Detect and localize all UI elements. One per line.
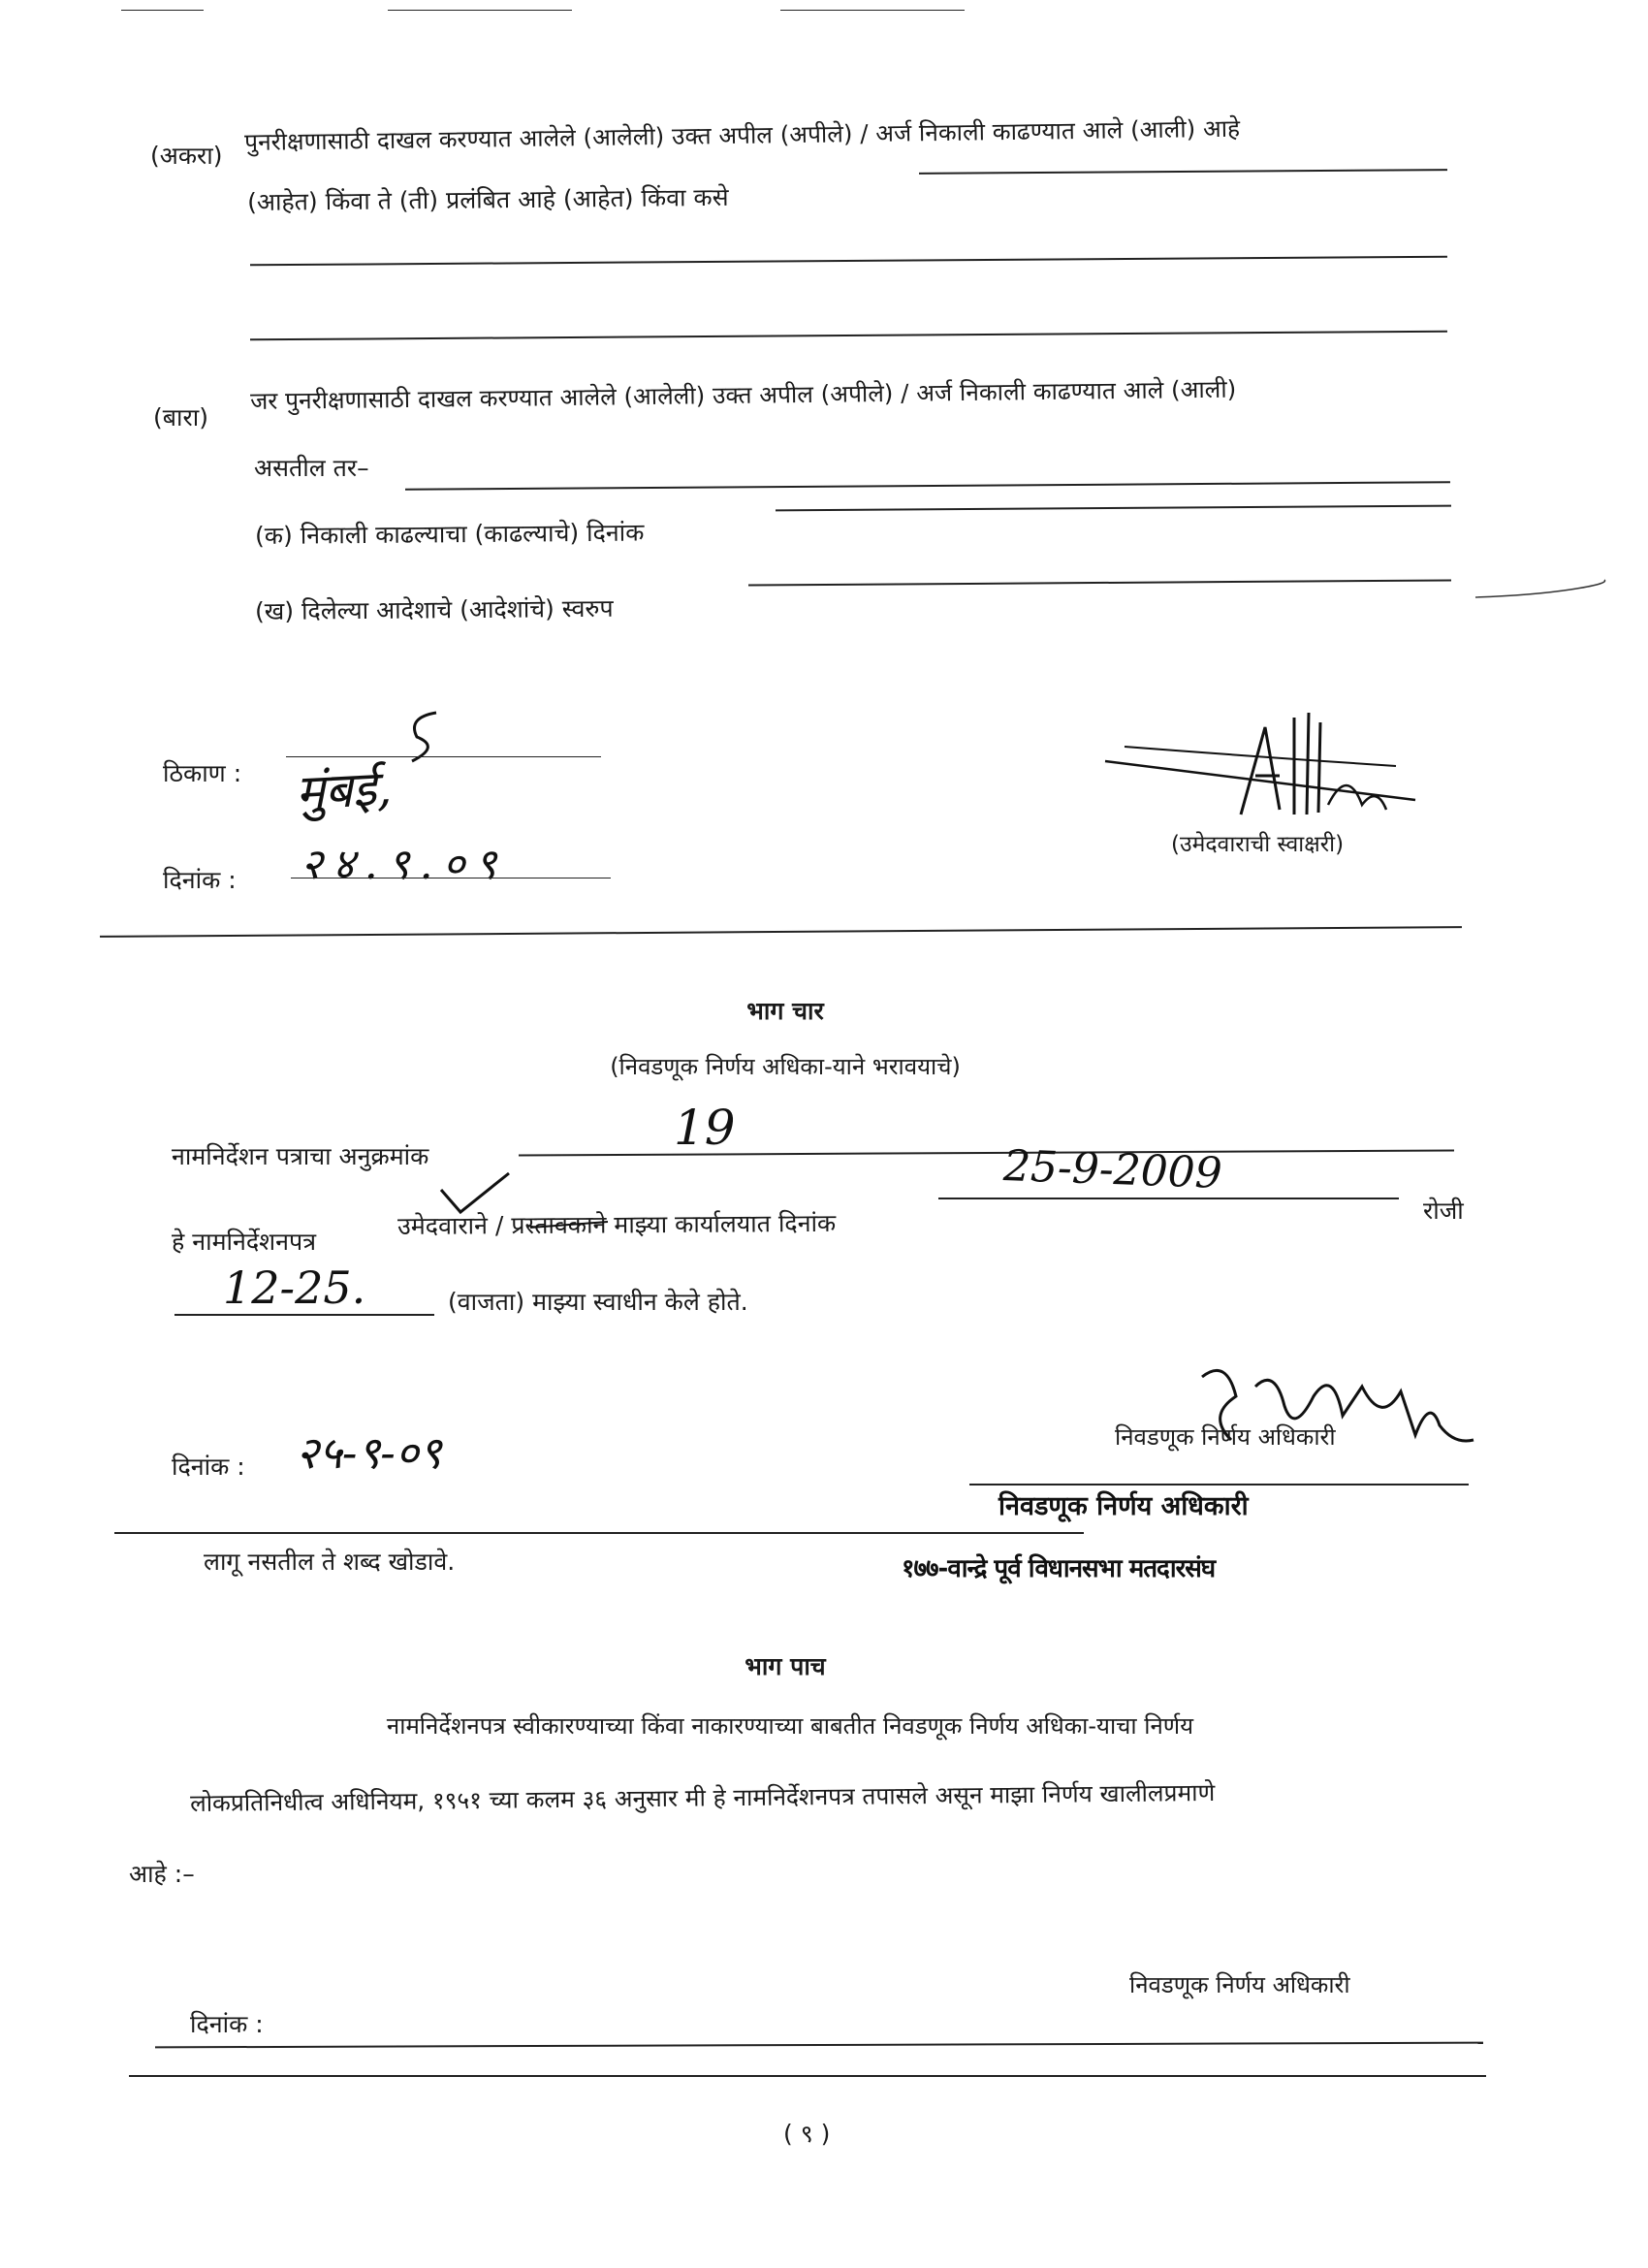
part4-subheading: (निवडणूक निर्णय अधिका-याने भरावयाचे) — [610, 1053, 961, 1080]
item12-sub-a: (क) निकाली काढल्याचा (काढल्याचे) दिनांक — [254, 518, 645, 550]
officer-label-part4: निवडणूक निर्णय अधिकारी — [1115, 1423, 1336, 1451]
officer-stamp-line2: १७७-वान्द्रे पूर्व विधानसभा मतदारसंघ — [902, 1554, 1216, 1583]
part5-heading: भाग पाच — [745, 1652, 826, 1680]
pen-stroke-mark — [1474, 578, 1609, 607]
part4-line2-b: उमेदवाराने / प्रस्तावकाने माझ्या कार्यालयात दिनांक — [396, 1208, 837, 1240]
part4-line2-c: रोजी — [1423, 1197, 1464, 1225]
place-line[interactable] — [286, 756, 601, 757]
top-rule-3 — [780, 10, 965, 11]
part5-para-line1: लोकप्रतिनिधीत्व अधिनियम, १९५१ च्या कलम ३६ अनुसार मी हे नामनिर्देशनपत्र तपासले असून माझा निर्णय खालीलप्रमाणे — [189, 1777, 1216, 1817]
date-label-part5: दिनांक : — [190, 2010, 264, 2038]
item11-line1: पुनरीक्षणासाठी दाखल करण्यात आलेले (आलेली) उक्त अपील (अपीले) / अर्ज निकाली काढण्यात आले (आली) आहे — [243, 113, 1241, 156]
officer-label-part5: निवडणूक निर्णय अधिकारी — [1129, 1971, 1350, 1998]
received-date-line[interactable] — [938, 1198, 1399, 1199]
part5-rule — [155, 2042, 1483, 2049]
footnote: लागू नसतील ते शब्द खोडावे. — [204, 1548, 456, 1576]
part4-heading: भाग चार — [746, 997, 824, 1025]
date-label-part3: दिनांक : — [163, 866, 237, 894]
part4-officer-rule — [969, 1484, 1469, 1485]
item12-line2: असतील तर– — [254, 454, 369, 482]
serial-handwritten: 19 — [674, 1100, 736, 1156]
candidate-signature-caption: (उमेदवाराची स्वाक्षरी) — [1171, 832, 1345, 857]
item11-line2: (आहेत) किंवा ते (ती) प्रलंबित आहे (आहेत) किंवा कसे — [246, 182, 729, 216]
item11-answer-line-2[interactable] — [250, 256, 1447, 267]
officer-stamp-line1: निवडणूक निर्णय अधिकारी — [998, 1491, 1249, 1521]
item12-line1: जर पुनरीक्षणासाठी दाखल करण्यात आलेले (आलेली) उक्त अपील (अपीले) / अर्ज निकाली काढण्यात आले (आली) — [249, 374, 1237, 415]
part4-line2-a: हे नामनिर्देशनपत्र — [172, 1228, 317, 1256]
place-flourish — [397, 708, 456, 766]
strike-proposer — [528, 1210, 611, 1239]
item12-sub-b: (ख) दिलेल्या आदेशाचे (आदेशांचे) स्वरुप — [254, 593, 614, 625]
time-line[interactable] — [174, 1314, 434, 1316]
serial-label: नामनिर्देशन पत्राचा अनुक्रमांक — [172, 1142, 429, 1170]
date-label-part4: दिनांक : — [172, 1453, 245, 1481]
date-handwritten-part4: २५-९-०९ — [296, 1426, 442, 1479]
top-rule-2 — [388, 10, 572, 11]
item11-answer-line-1[interactable] — [919, 169, 1447, 175]
item12-number: (बारा) — [153, 403, 208, 431]
item12-sub-a-line[interactable] — [776, 505, 1451, 512]
date-handwritten-part3: २४.९.०९ — [301, 840, 507, 889]
candidate-signature — [1095, 708, 1425, 844]
footer-rule — [129, 2075, 1486, 2077]
page-number: ( ९ ) — [783, 2120, 831, 2148]
item11-answer-line-3[interactable] — [250, 331, 1447, 341]
received-date-handwritten: 25-9-2009 — [1002, 1141, 1223, 1198]
place-handwritten: मुंबई, — [294, 759, 394, 821]
separator-part3 — [100, 926, 1462, 938]
part4-line3: (वाजता) माझ्या स्वाधीन केले होते. — [448, 1288, 748, 1316]
part5-subheading: नामनिर्देशनपत्र स्वीकारण्याच्या किंवा नाकारण्याच्या बाबतीत निवडणूक निर्णय अधिका-याचा निर्णय — [386, 1712, 1194, 1740]
top-rule-1 — [121, 10, 204, 11]
part5-para-line2: आहे :– — [129, 1860, 195, 1888]
separator-part4 — [114, 1532, 1084, 1534]
place-label: ठिकाण : — [163, 759, 242, 787]
item11-number: (अकरा) — [150, 142, 223, 170]
item12-sub-b-line[interactable] — [748, 579, 1451, 586]
time-handwritten: 12-25. — [223, 1262, 366, 1314]
tick-mark-candidate — [436, 1168, 514, 1217]
serial-line[interactable] — [519, 1149, 1454, 1156]
item12-line-after-header[interactable] — [405, 481, 1450, 491]
